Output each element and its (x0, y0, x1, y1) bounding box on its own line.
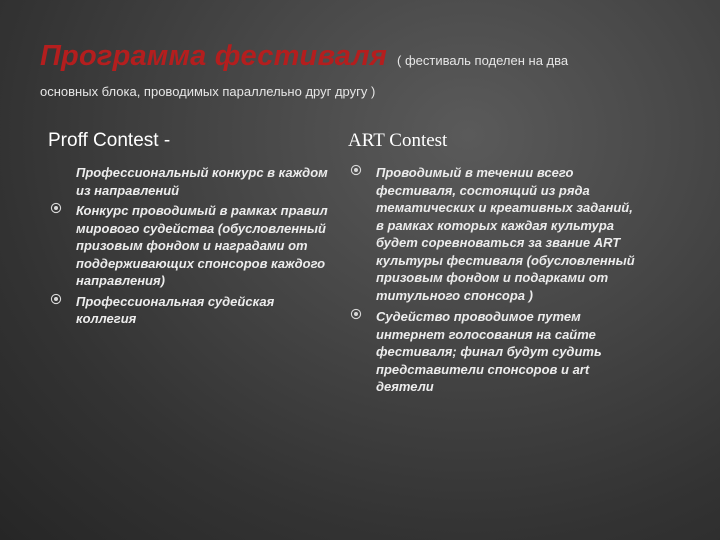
art-contest-heading: ART Contest (348, 130, 448, 151)
circled-dot-icon (350, 308, 362, 320)
proff-contest-list (48, 164, 338, 328)
list-item-text: Судейство проводимое путем интернет голосования на сайте фестиваля; финал будут судить представители спонсоров и art деятели (376, 309, 602, 394)
list-item (48, 164, 338, 199)
circled-dot-icon (350, 164, 362, 176)
list-item (48, 293, 338, 328)
slide-subtitle: основных блока, проводимых параллельно друг другу ) (40, 84, 376, 99)
art-contest-list (348, 164, 638, 396)
slide-title: Программа фестиваля (40, 40, 387, 72)
proff-contest-heading: Proff Contest - (48, 130, 171, 151)
list-item (348, 308, 638, 396)
list-item-text: Конкурс проводимый в рамках правил мирового судейства (обусловленный призовым фондом и наградами от поддерживающих спонсоров каждого направления) (76, 203, 328, 288)
list-item-text: Профессиональный конкурс в каждом из направлений (76, 165, 328, 198)
title-line (40, 40, 700, 73)
list-item-text: Профессиональная судейская коллегия (76, 293, 275, 326)
proff-contest-column (48, 130, 338, 331)
circled-dot-icon (50, 202, 62, 214)
list-item (348, 164, 638, 304)
list-item-text: Проводимый в течении всего фестиваля, состоящий из ряда тематических и креативных заданий, в рамках которых каждая культура будет соревноваться за звание ART культуры фестиваля (обусловленный призовым фондом и подарками от титульного спонсора ) (376, 165, 635, 303)
title-note: ( фестиваль поделен на два (397, 53, 569, 68)
list-item (48, 202, 338, 290)
art-contest-column (348, 130, 638, 400)
circled-dot-icon (50, 293, 62, 305)
